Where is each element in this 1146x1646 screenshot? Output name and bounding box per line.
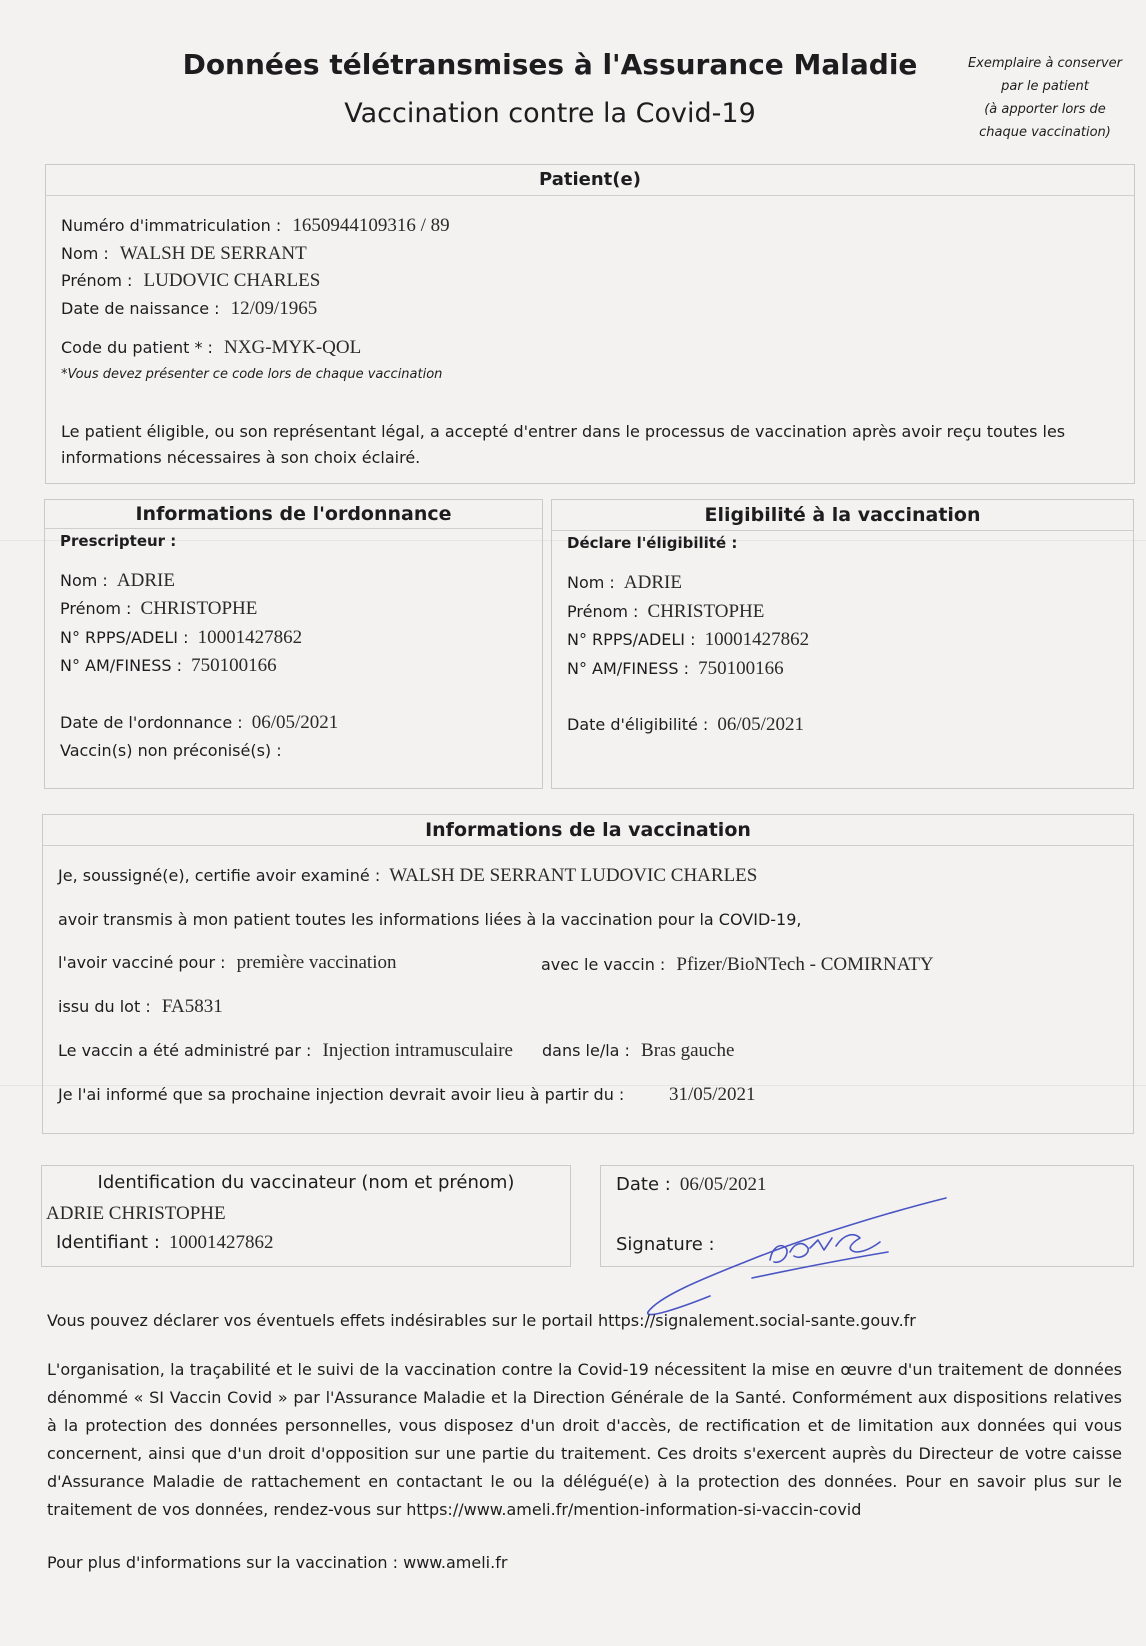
ord-prenom-value: CHRISTOPHE <box>140 598 258 619</box>
ordonnance-section <box>44 499 543 789</box>
ord-am-label: N° AM/FINESS : <box>60 656 182 675</box>
admin-label: Le vaccin a été administré par : <box>58 1041 312 1060</box>
ord-prenom-label: Prénom : <box>60 599 132 618</box>
elig-date-label: Date d'éligibilité : <box>567 715 709 734</box>
vaccinateur-id-label: Identifiant : <box>56 1232 160 1253</box>
certify-label: Je, soussigné(e), certifie avoir examiné : <box>58 866 381 885</box>
admin-value: Injection intramusculaire <box>322 1040 513 1061</box>
prenom-row <box>61 270 320 292</box>
elig-prenom-row <box>567 601 764 623</box>
vaccinateur-name: ADRIE CHRISTOPHE <box>46 1203 226 1224</box>
nom-value: WALSH DE SERRANT <box>119 243 307 264</box>
keep-note-line: chaque vaccination) <box>979 125 1111 140</box>
ord-nom-row <box>60 570 175 592</box>
ord-date-value: 06/05/2021 <box>251 712 339 733</box>
vaccinateur-id-value: 10001427862 <box>169 1232 274 1253</box>
elig-date-value: 06/05/2021 <box>717 714 804 735</box>
vaccin-label: avec le vaccin : <box>541 955 666 974</box>
vaccine-pour-value: première vaccination <box>236 952 397 973</box>
elig-prenom-value: CHRISTOPHE <box>647 601 765 622</box>
elig-rpps-row <box>567 629 809 651</box>
next-label: Je l'ai informé que sa prochaine injection devrait avoir lieu à partir du : <box>58 1085 625 1104</box>
vaccinateur-heading: Identification du vaccinateur (nom et prénom) <box>97 1172 515 1193</box>
vaccin-row <box>541 954 934 976</box>
keep-note-line: Exemplaire à conserver <box>967 56 1123 71</box>
elig-rpps-label: N° RPPS/ADELI : <box>567 630 696 649</box>
eligibilite-heading: Eligibilité à la vaccination <box>552 500 1133 531</box>
nom-label: Nom : <box>61 244 109 263</box>
ord-rpps-row <box>60 627 302 649</box>
ord-prenom-row <box>60 598 257 620</box>
ord-rpps-label: N° RPPS/ADELI : <box>60 628 189 647</box>
lot-row <box>58 996 223 1018</box>
elig-am-value: 750100166 <box>698 658 784 679</box>
more-info-text: Pour plus d'informations sur la vaccination : www.ameli.fr <box>47 1553 508 1572</box>
admin-row <box>58 1040 513 1062</box>
non-preco-label: Vaccin(s) non préconisé(s) : <box>60 741 282 760</box>
code-row <box>61 337 361 359</box>
site-value: Bras gauche <box>641 1040 735 1061</box>
prescripteur-label: Prescripteur : <box>60 532 177 550</box>
elig-am-label: N° AM/FINESS : <box>567 659 689 678</box>
certify-value: WALSH DE SERRANT LUDOVIC CHARLES <box>389 865 758 886</box>
lot-value: FA5831 <box>161 996 223 1017</box>
certify-row <box>58 865 757 887</box>
vaccination-section <box>42 814 1134 1134</box>
code-value: NXG-MYK-QOL <box>224 337 362 358</box>
elig-prenom-label: Prénom : <box>567 602 639 621</box>
dob-label: Date de naissance : <box>61 299 220 318</box>
site-row <box>542 1040 734 1062</box>
elig-nom-row <box>567 572 682 594</box>
vaccinateur-section <box>41 1165 571 1267</box>
handwritten-signature <box>640 1190 960 1330</box>
vaccinateur-id-row <box>56 1232 274 1254</box>
elig-am-row <box>567 658 784 680</box>
elig-date-row <box>567 714 804 736</box>
immat-label: Numéro d'immatriculation : <box>61 216 282 235</box>
ord-date-row <box>60 712 338 734</box>
site-label: dans le/la : <box>542 1041 630 1060</box>
ordonnance-heading: Informations de l'ordonnance <box>45 500 542 529</box>
ord-rpps-value: 10001427862 <box>197 627 303 648</box>
sig-date-value: 06/05/2021 <box>679 1174 767 1195</box>
elig-rpps-value: 10001427862 <box>704 629 810 650</box>
ord-am-row <box>60 655 277 677</box>
consent-text: Le patient éligible, ou son représentant légal, a accepté d'entrer dans le processus de vaccination après avoir reçu toutes les informations nécessaires à son choix éclairé. <box>61 422 1066 467</box>
keep-note-line: (à apporter lors de <box>984 102 1106 117</box>
document-subtitle: Vaccination contre la Covid-19 <box>344 98 756 129</box>
prenom-label: Prénom : <box>61 271 133 290</box>
transmis-text: avoir transmis à mon patient toutes les informations liées à la vaccination pour la COVID-19, <box>58 910 802 929</box>
vaccine-pour-row <box>58 952 396 974</box>
ord-date-label: Date de l'ordonnance : <box>60 713 243 732</box>
keep-note-line: par le patient <box>1001 79 1089 94</box>
patient-heading: Patient(e) <box>46 165 1134 196</box>
elig-nom-label: Nom : <box>567 573 615 592</box>
immat-row <box>61 215 450 237</box>
code-note: *Vous devez présenter ce code lors de chaque vaccination <box>61 367 443 382</box>
ord-am-value: 750100166 <box>191 655 277 676</box>
immat-value: 1650944109316 / 89 <box>292 215 450 236</box>
nom-row <box>61 243 307 265</box>
vaccine-pour-label: l'avoir vacciné pour : <box>58 953 226 972</box>
signature-label: Signature : <box>616 1234 715 1255</box>
dob-value: 12/09/1965 <box>230 298 318 319</box>
code-label: Code du patient * : <box>61 338 213 357</box>
eligibilite-section <box>551 499 1134 789</box>
document-title: Données télétransmises à l'Assurance Maladie <box>182 48 918 81</box>
ord-nom-label: Nom : <box>60 571 108 590</box>
sig-date-label: Date : <box>616 1174 671 1195</box>
vaccination-heading: Informations de la vaccination <box>43 815 1133 846</box>
elig-nom-value: ADRIE <box>623 572 682 593</box>
prenom-value: LUDOVIC CHARLES <box>143 270 321 291</box>
effects-text: Vous pouvez déclarer vos éventuels effets indésirables sur le portail https://signalement.social-sante.gouv.fr <box>47 1311 916 1330</box>
declare-label: Déclare l'éligibilité : <box>567 534 738 552</box>
ord-nom-value: ADRIE <box>116 570 175 591</box>
keep-note <box>960 52 1130 144</box>
dob-row <box>61 298 317 320</box>
next-value: 31/05/2021 <box>669 1084 756 1105</box>
patient-section <box>45 164 1135 484</box>
vaccin-value: Pfizer/BioNTech - COMIRNATY <box>676 954 934 975</box>
lot-label: issu du lot : <box>58 997 151 1016</box>
rgpd-text: L'organisation, la traçabilité et le suivi de la vaccination contre la Covid-19 nécessitent la mise en œuvre d'un traitement de données dénommé « SI Vaccin Covid » par l'Assurance Maladie et la Direction Générale de la Santé. Conformément aux dispositions relatives à la protection des données personnelles, vous disposez d'un droit d'accès, de rectification et de limitation aux données qui vous concernent, ainsi que d'un droit d'opposition sur une partie du traitement. Ces droits s'exercent auprès du Directeur de votre caisse d'Assurance Maladie de rattachement en contactant le ou la délégué(e) à la protection des données. Pour en savoir plus sur le traitement de vos données, rendez-vous sur https://www.ameli.fr/mention-information-si-vaccin-covid <box>47 1360 1122 1519</box>
